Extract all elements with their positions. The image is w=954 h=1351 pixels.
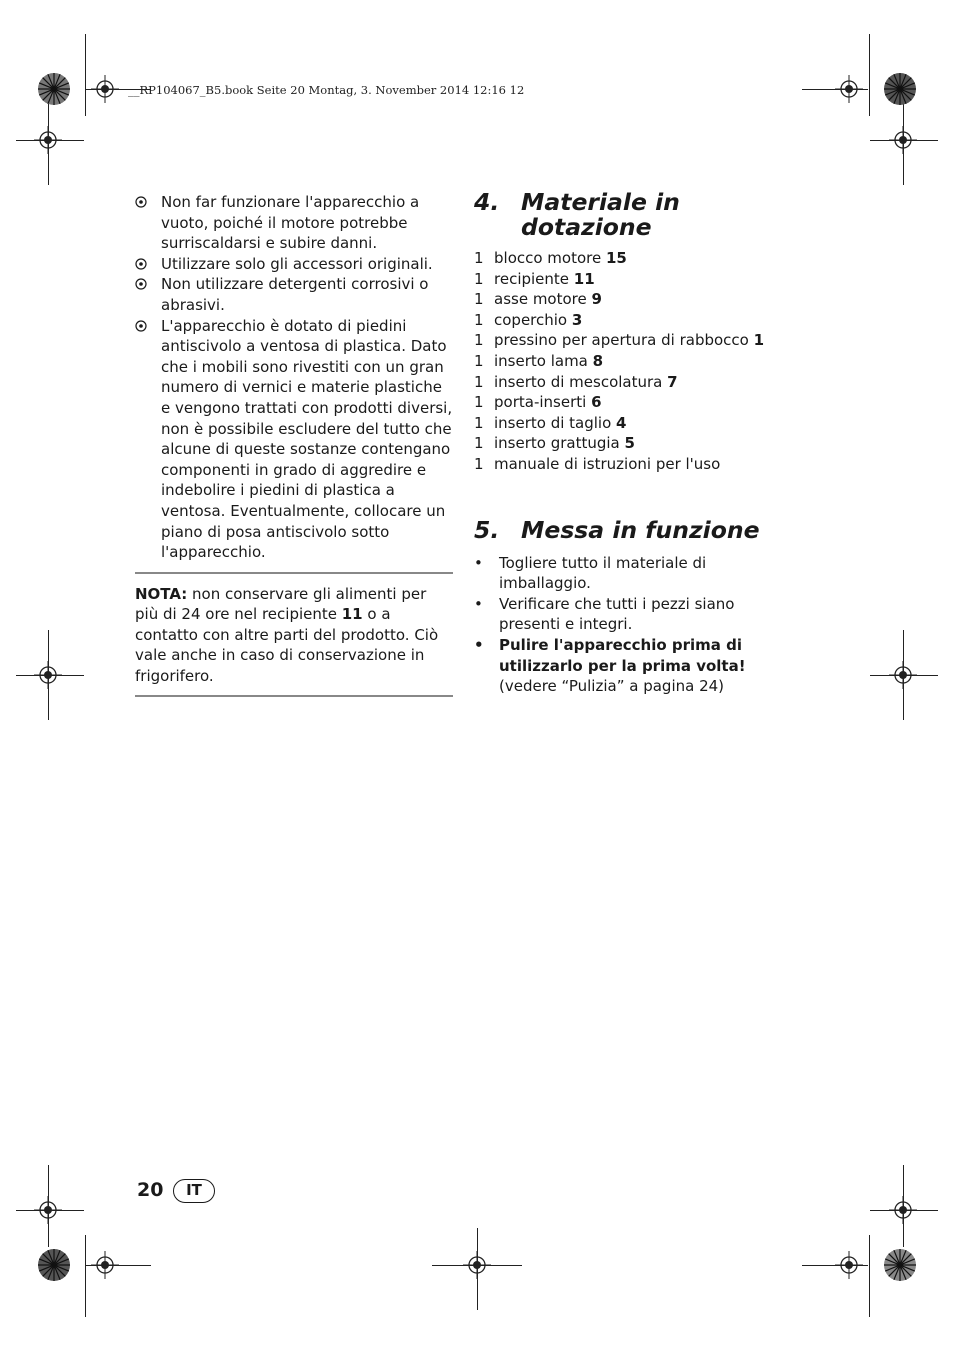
registration-mark-icon xyxy=(34,1196,62,1224)
item-ref: 11 xyxy=(573,269,595,288)
registration-mark-icon xyxy=(463,1251,491,1279)
registration-mark-icon xyxy=(889,1196,917,1224)
item-ref: 5 xyxy=(624,434,635,453)
registration-mark-icon xyxy=(889,661,917,689)
language-badge: IT xyxy=(173,1179,215,1203)
safety-item xyxy=(135,316,453,563)
item-qty: 1 xyxy=(474,372,484,391)
item-ref: 7 xyxy=(667,372,678,391)
item-qty: 1 xyxy=(474,434,484,453)
list-item xyxy=(474,310,794,331)
list-item xyxy=(474,248,794,269)
item-qty: 1 xyxy=(474,290,484,309)
list-item xyxy=(474,553,794,594)
bullet: • xyxy=(474,594,483,613)
item-text: porta-inserti xyxy=(494,393,592,412)
item-ref: 15 xyxy=(606,249,627,267)
bullet: • xyxy=(474,553,483,572)
list-item xyxy=(474,454,794,475)
safety-item-text: Non utilizzare detergenti corrosivi o abrasivi. xyxy=(161,275,429,314)
item-text: blocco motore xyxy=(494,249,606,267)
section-title: Materiale in dotazione xyxy=(521,188,680,241)
registration-mark-icon xyxy=(835,75,863,103)
item-ref: 3 xyxy=(571,310,583,329)
section-heading xyxy=(474,515,794,544)
note-box xyxy=(135,574,453,695)
item-ref: 9 xyxy=(591,290,602,309)
list-item xyxy=(474,269,794,290)
item-text: (vedere “Pulizia” a pagina 24) xyxy=(499,677,725,696)
item-text: Togliere tutto il materiale di imballaggio. xyxy=(499,553,707,593)
item-qty: 1 xyxy=(474,269,484,288)
registration-mark-icon xyxy=(34,126,62,154)
item-text: manuale di istruzioni per l'uso xyxy=(494,454,721,473)
note-text: non conservare gli alimenti per più di 24 ore nel recipiente xyxy=(135,584,427,624)
section-number: 4. xyxy=(474,188,500,216)
item-text: Verificare che tutti i pezzi siano presenti e integri. xyxy=(499,594,735,634)
item-ref: 1 xyxy=(753,331,765,350)
item-text: inserto di mescolatura xyxy=(494,372,668,391)
section-heading xyxy=(474,190,794,240)
item-qty: 1 xyxy=(474,454,484,473)
item-qty: 1 xyxy=(474,331,484,350)
star-target-icon xyxy=(883,72,917,106)
list-item xyxy=(474,433,794,454)
registration-mark-icon xyxy=(91,1251,119,1279)
item-text: recipiente xyxy=(494,269,574,288)
item-ref: 4 xyxy=(616,413,627,432)
safety-item xyxy=(135,274,453,315)
safety-item xyxy=(135,254,453,275)
target-bullet-icon xyxy=(135,278,147,290)
star-target-icon xyxy=(37,72,71,106)
list-item xyxy=(474,372,794,393)
registration-mark-icon xyxy=(91,75,119,103)
item-qty: 1 xyxy=(474,351,484,370)
list-item xyxy=(474,635,794,697)
file-info-header: __RP104067_B5.book Seite 20 Montag, 3. November 2014 12:16 12 xyxy=(128,83,525,97)
section-number: 5. xyxy=(474,515,500,544)
safety-item xyxy=(135,192,453,254)
registration-mark-icon xyxy=(835,1251,863,1279)
setup-list xyxy=(474,553,794,697)
star-target-icon xyxy=(883,1248,917,1282)
item-text: inserto di taglio xyxy=(494,413,617,432)
item-text: asse motore xyxy=(494,290,592,309)
crop-line xyxy=(85,34,86,116)
list-item xyxy=(474,351,794,372)
item-qty: 1 xyxy=(474,249,484,267)
page-number: 20 xyxy=(137,1179,164,1201)
list-item xyxy=(474,392,794,413)
right-column xyxy=(474,190,794,697)
safety-item-text: L'apparecchio è dotato di piedini antiscivolo a ventosa di plastica. Dato che i mobili sono rivestiti con un gran numero di vernici e materie plastiche e vengono trattati con prodotti diversi, non è possibile escludere del tutto che alcune di queste sostanze contengano componenti in grado di aggredire e indebolire i piedini di plastica a ventosa. Eventualmente, collocare un piano di posa antiscivolo sotto l'apparecchio. xyxy=(161,316,453,562)
target-bullet-icon xyxy=(135,258,147,270)
item-ref: 6 xyxy=(591,393,602,412)
item-qty: 1 xyxy=(474,310,484,329)
crop-line xyxy=(869,1235,870,1317)
list-item xyxy=(474,330,794,351)
bullet: • xyxy=(474,635,484,654)
item-qty: 1 xyxy=(474,413,484,432)
crop-line xyxy=(85,1235,86,1317)
note-text: o a contatto con altre parti del prodotto. Ciò vale anche in caso di conservazione in frigorifero. xyxy=(135,605,439,686)
target-bullet-icon xyxy=(135,320,147,332)
item-text: coperchio xyxy=(494,310,572,329)
item-qty: 1 xyxy=(474,393,484,412)
left-column xyxy=(135,192,453,697)
materials-list xyxy=(474,248,794,475)
item-text: inserto lama xyxy=(494,351,593,370)
item-bold-text: Pulire l'apparecchio prima di utilizzarlo per la prima volta! xyxy=(499,635,746,675)
item-text: pressino per apertura di rabbocco xyxy=(494,331,754,350)
list-item xyxy=(474,413,794,434)
list-item xyxy=(474,289,794,310)
list-item xyxy=(474,594,794,635)
crop-line xyxy=(869,34,870,116)
registration-mark-icon xyxy=(889,126,917,154)
star-target-icon xyxy=(37,1248,71,1282)
note-ref: 11 xyxy=(341,605,363,624)
note-label: NOTA: xyxy=(135,584,188,603)
target-bullet-icon xyxy=(135,196,147,208)
safety-item-text: Utilizzare solo gli accessori originali. xyxy=(161,254,433,273)
item-ref: 8 xyxy=(592,351,604,370)
registration-mark-icon xyxy=(34,661,62,689)
section-title: Messa in funzione xyxy=(521,515,760,544)
safety-item-text: Non far funzionare l'apparecchio a vuoto, poiché il motore potrebbe surriscaldarsi e subire danni. xyxy=(161,193,420,253)
divider xyxy=(135,695,453,697)
item-text: inserto grattugia xyxy=(494,434,625,453)
